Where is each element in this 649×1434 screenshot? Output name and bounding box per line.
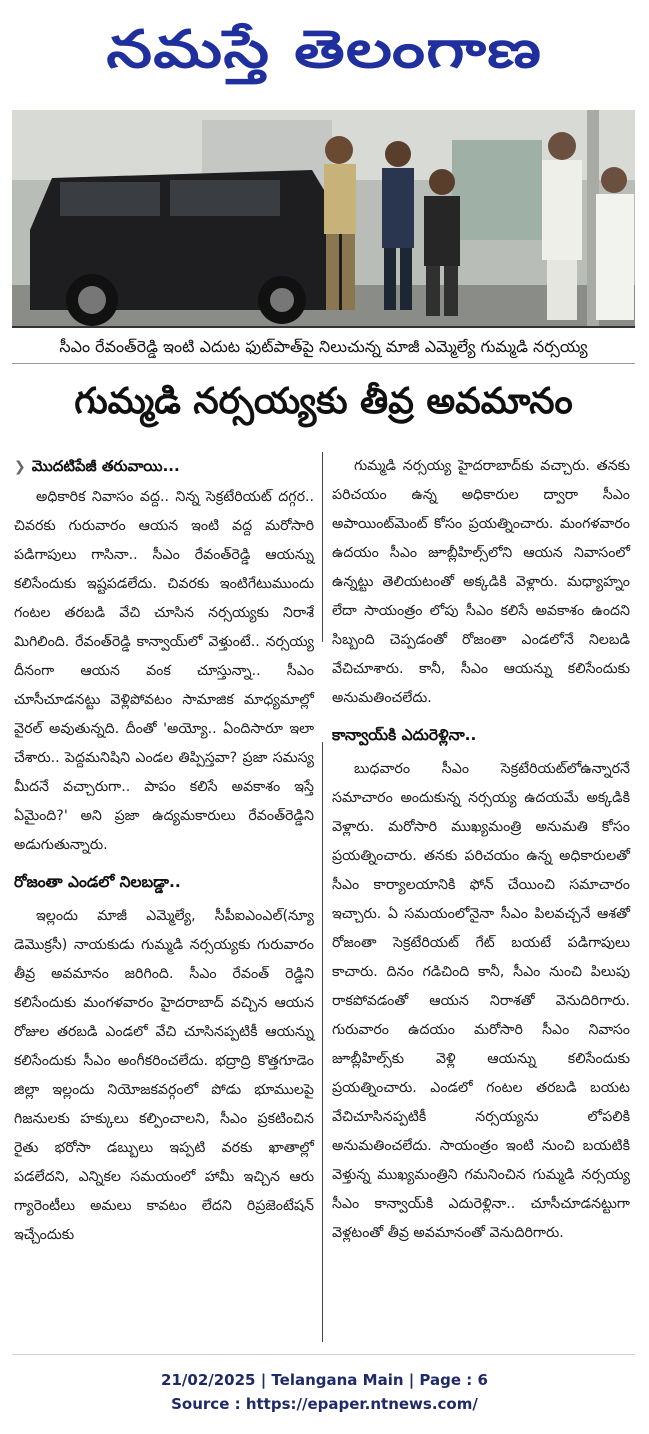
footer [0,1368,649,1416]
left-column [14,452,314,1250]
news-photo-illustration [12,110,635,326]
news-photo [12,110,635,326]
right-paragraph-1: గుమ్మడి నర్సయ్య హైదరాబాద్‌కు వచ్చారు. తనకు పరిచయం ఉన్న అధికారుల ద్వారా సీఎం అపాయింట్‌మెంట్ కోసం ప్రయత్నించారు. మంగళవారం ఉదయం సీఎం జూబ్లీహిల్స్‌లోని ఆయన నివాసంలో ఉన్నట్టు తెలియటంతో అక్కడికి వెళ్లారు. మధ్యాహ్నం లేదా సాయంత్రం లోపు సీఎం కలిసే అవకాశం ఉందని సిబ్బంది చెప్పడంతో రోజంతా ఎండలోనే నిలబడి వేచిచూశారు. కానీ, సీఎం ఆయన్ను కలిసేందుకు అనుమతించలేదు. [332,458,630,706]
photo-caption-bar [12,326,635,364]
body-paragraph: ఇల్లందు మాజీ ఎమ్మెల్యే, సీపీఐఎంఎల్(న్యూ డెమొక్రసీ) నాయకుడు గుమ్మడి నర్సయ్యకు గురువారం తీవ్ర అవమానం జరిగింది. సీఎం రేవంత్ రెడ్డిని కలిసేందుకు మంగళవారం హైదరాబాద్ వచ్చిన ఆయన రోజుల తరబడి ఎండలో వేచి చూసినప్పటికీ ఆయన్ను కలిసేందుకు సీఎం అంగీకరించలేదు. భద్రాద్రి కొత్తగూడెం జిల్లా ఇల్లందు నియోజకవర్గంలో పోడు భూములపై గిజనులకు హక్కులు కల్పించాలని, సీఎం ప్రకటించిన రైతు భరోసా డబ్బులు ఇప్పటి వరకు ఖాతాల్లో పడలేదని, ఎన్నికల సమయంలో హామీ ఇచ్చిన ఆరు గ్యారెంటీలు అమలు కావటం లేదని రిప్రజెంటేషన్ ఇచ్చేందుకు [14,908,314,1243]
article-headline [12,366,635,438]
subheading-standing: రోజంతా ఎండలో నిలబడ్డా.. [14,873,181,891]
continued-marker [14,452,314,481]
masthead [0,0,649,100]
intro-paragraph: అధికారిక నివాసం వద్ద.. నిన్న సెక్రటేరియట్ దగ్గర.. చివరకు గురువారం ఆయన ఇంటి వద్ద మరోసారి పడిగాపులు గాసినా.. సీఎం రేవంత్‌రెడ్డి ఆయన్ను కలిసేందుకు ఇష్టపడలేదు. చివరకు ఇంటిగేటుముందు గంటల తరబడి వేచి చూసిన నర్సయ్యకు నిరాశే మిగిలింది. రేవంత్‌రెడ్డి కాన్వాయ్‌లో వెళ్తుంటే.. నర్సయ్య దీనంగా ఆయన వంక చూస్తున్నా.. సీఎం చూసీచూడనట్టు వెళ్లిపోవటం సామాజిక మాధ్యమాల్లో వైరల్ అవుతున్నది. దీంతో 'అయ్యో.. ఏందిసారూ ఇలా చేశారు.. పెద్దమనిషిని ఎండల తిప్పిస్తవా? ప్రజా సమస్య మీదనే వచ్చారుగా.. పాపం కలిసే అవకాశం ఇస్తే ఏమైంది?' అని ప్రజా ఉద్యమకారులు రేవంత్‌రెడ్డిని అడుగుతున్నారు. [14,489,314,853]
footer-date-line: 21/02/2025 | Telangana Main | Page : 6 [161,1371,488,1389]
right-column [332,452,630,1248]
subheading-convoy: కాన్వాయ్‌కి ఎదురెళ్లినా.. [332,726,477,744]
footer-source-link[interactable]: Source : https://epaper.ntnews.com/ [171,1395,478,1413]
column-divider-top [322,452,323,642]
column-divider-bottom [322,742,323,1342]
newspaper-logo: నమస్తే తెలంగాణ [106,19,543,80]
chevron-right-icon: ❯ [14,459,26,475]
continued-label: మొదటిపేజీ తరువాయి... [31,457,180,475]
headline-text: గుమ్మడి నర్సయ్యకు తీవ్ర అవమానం [74,381,573,422]
footer-divider [12,1354,635,1355]
photo-caption: సీఎం రేవంత్‌రెడ్డి ఇంటి ఎదుట ఫుట్‌పాత్‌పై నిలుచున్న మాజీ ఎమ్మెల్యే గుమ్మడి నర్సయ్య [59,337,588,356]
right-paragraph-2: బుధవారం సీఎం సెక్రటేరియట్‌లోఉన్నారనే సమాచారం అందుకున్న నర్సయ్య ఉదయమే అక్కడికి వెళ్లారు. మరోసారి ముఖ్యమంత్రి అనుమతి కోసం ప్రయత్నించారు. తనకు పరిచయం ఉన్న అధికారులతో సీఎం కార్యాలయానికి ఫోన్ చేయించి సమాచారం ఇచ్చారు. ఏ సమయంలోనైనా సీఎం పిలవచ్చనే ఆశతో రోజంతా సెక్రటేరియట్ గేట్ బయటే పడిగాపులు కాచారు. దినం గడిచింది కానీ, సీఎం నుంచి పిలుపు రాకపోవడంతో ఆయన నిరాశతో వెనుదిరిగారు. గురువారం ఉదయం మరోసారి సీఎం నివాసం జూబ్లీహిల్స్‌కు వెళ్లి ఆయన్ను కలిసేందుకు ప్రయత్నించారు. ఎండలో గంటల తరబడి బయట వేచిచూసినప్పటికీ నర్సయ్యను లోపలికి అనుమతించలేదు. సాయంత్రం ఇంటి నుంచి బయటికి వెళ్తున్న ముఖ్యమంత్రిని గమనించిన గుమ్మడి నర్సయ్య సీఎం కాన్వాయ్‌కి ఎదురెళ్లినా.. చూసీచూడనట్టుగా వెళ్లటంతో తీవ్ర అవమానంతో వెనుదిరిగారు. [332,761,630,1241]
